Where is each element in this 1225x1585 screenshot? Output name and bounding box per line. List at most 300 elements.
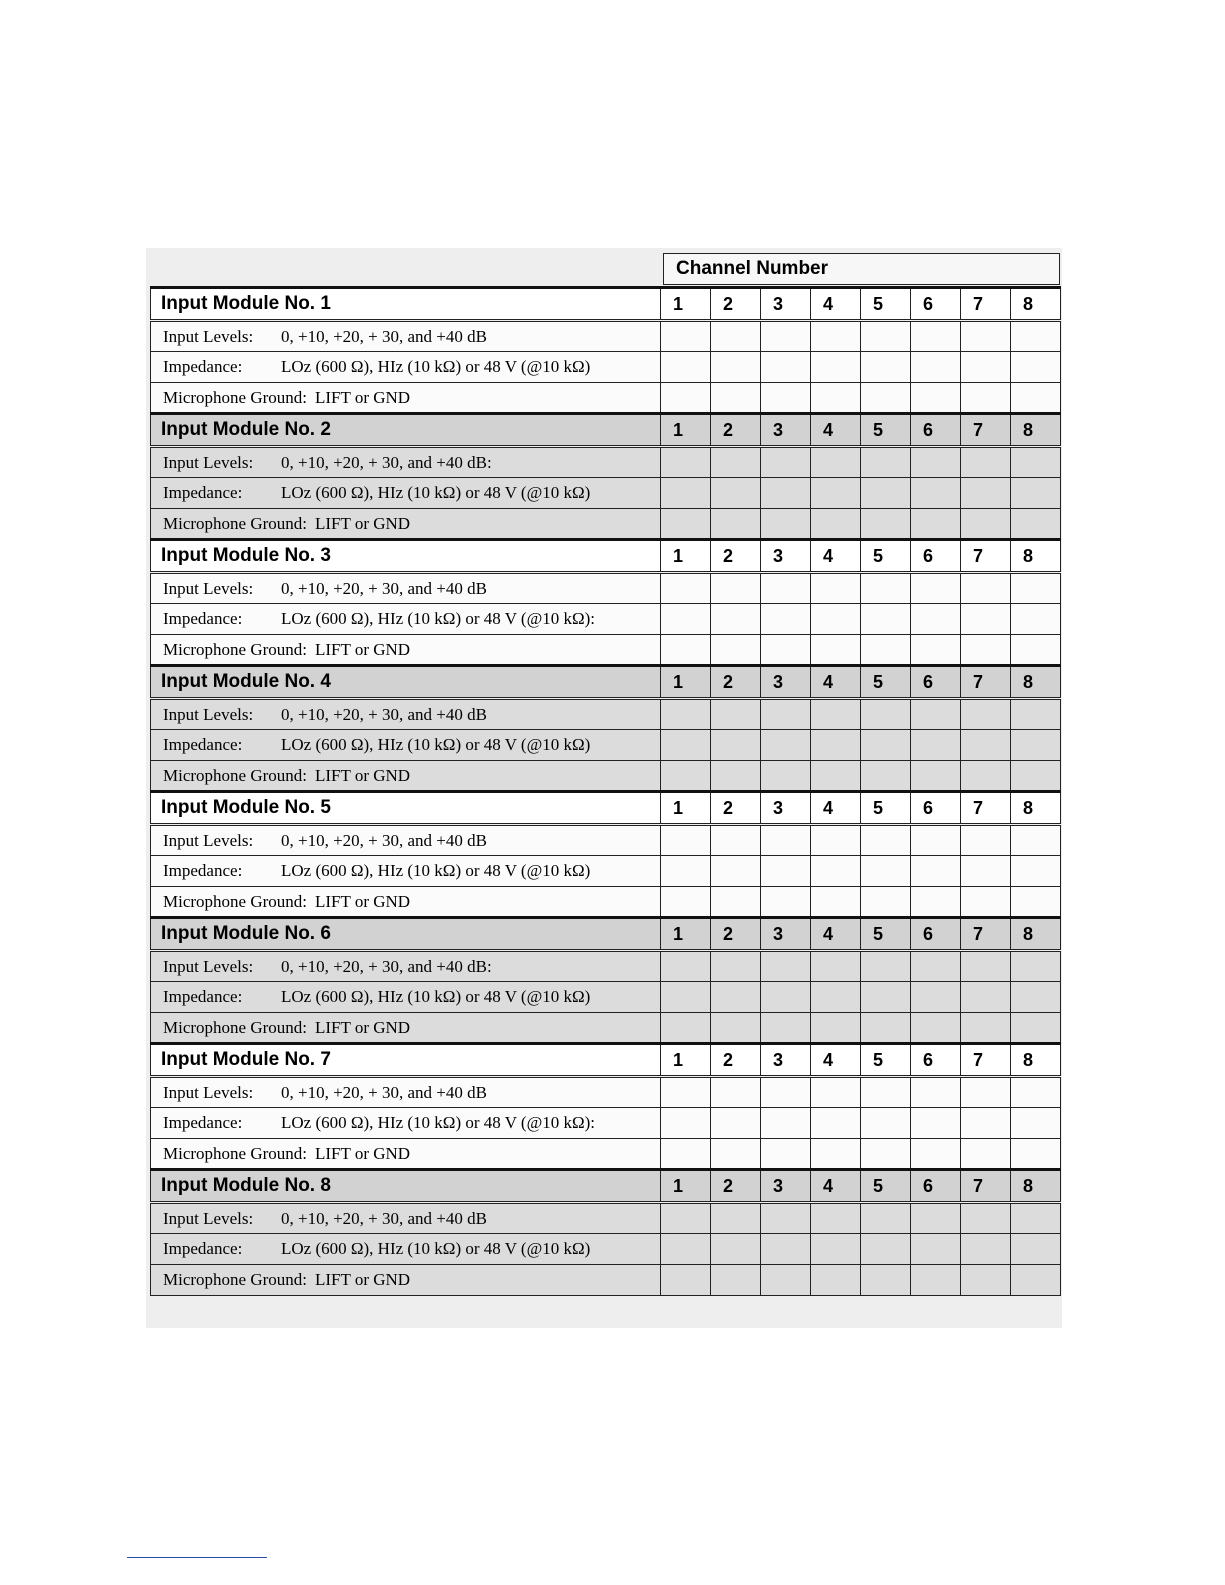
channel-entry-cell[interactable] — [911, 604, 961, 635]
channel-entry-cell[interactable] — [761, 1077, 811, 1108]
setting-description — [151, 573, 661, 604]
channel-entry-cell[interactable] — [711, 982, 761, 1013]
setting-options: 0, +10, +20, + 30, and +40 dB — [281, 1208, 487, 1228]
channel-entry-cell[interactable] — [911, 982, 961, 1013]
channel-entry-cell[interactable] — [711, 887, 761, 918]
channel-entry-cell[interactable] — [761, 1013, 811, 1044]
input-levels-row — [151, 699, 1061, 730]
channel-entry-cell[interactable] — [811, 321, 861, 352]
channel-number: 6 — [911, 1044, 961, 1077]
setting-description — [151, 951, 661, 982]
channel-entry-cell[interactable] — [711, 352, 761, 383]
channel-entry-cell[interactable] — [661, 856, 711, 887]
channel-number: 6 — [911, 288, 961, 321]
channel-entry-cell[interactable] — [861, 1077, 911, 1108]
setting-label: Impedance: — [163, 483, 243, 502]
channel-entry-cell[interactable] — [761, 887, 811, 918]
channel-entry-cell[interactable] — [861, 1108, 911, 1139]
setting-label: Impedance: — [163, 987, 243, 1006]
channel-number: 5 — [861, 1044, 911, 1077]
channel-entry-cell[interactable] — [761, 321, 811, 352]
channel-entry-cell[interactable] — [961, 604, 1011, 635]
channel-entry-cell[interactable] — [1011, 982, 1061, 1013]
channel-entry-cell[interactable] — [811, 699, 861, 730]
channel-entry-cell[interactable] — [811, 447, 861, 478]
channel-number: 8 — [1011, 540, 1061, 573]
setting-options: 0, +10, +20, + 30, and +40 dB: — [281, 452, 492, 472]
channel-entry-cell[interactable] — [911, 1203, 961, 1234]
channel-entry-cell[interactable] — [811, 730, 861, 761]
microphone-ground-row — [151, 635, 1061, 666]
setting-description — [151, 1234, 661, 1265]
setting-options: LOz (600 Ω), HIz (10 kΩ) or 48 V (@10 kΩ): — [281, 609, 596, 628]
input-module-3 — [151, 540, 1061, 666]
setting-options: LIFT or GND — [315, 513, 411, 533]
channel-number: 8 — [1011, 666, 1061, 699]
channel-entry-cell[interactable] — [661, 1077, 711, 1108]
channel-entry-cell[interactable] — [661, 447, 711, 478]
channel-entry-cell[interactable] — [861, 447, 911, 478]
channel-number: 1 — [661, 1044, 711, 1077]
channel-entry-cell[interactable] — [661, 573, 711, 604]
channel-entry-cell[interactable] — [661, 383, 711, 414]
channel-entry-cell[interactable] — [811, 982, 861, 1013]
channel-entry-cell[interactable] — [661, 478, 711, 509]
channel-entry-cell[interactable] — [811, 1108, 861, 1139]
channel-entry-cell[interactable] — [911, 1013, 961, 1044]
channel-entry-cell[interactable] — [961, 1108, 1011, 1139]
channel-entry-cell[interactable] — [761, 1234, 811, 1265]
channel-number: 4 — [811, 918, 861, 951]
setting-label: Microphone Ground: — [163, 1270, 308, 1289]
channel-entry-cell[interactable] — [761, 1108, 811, 1139]
channel-entry-cell[interactable] — [761, 573, 811, 604]
channel-entry-cell[interactable] — [861, 887, 911, 918]
setting-description — [151, 604, 661, 635]
channel-entry-cell[interactable] — [661, 1203, 711, 1234]
setting-label: Microphone Ground: — [163, 765, 308, 785]
channel-entry-cell[interactable] — [661, 635, 711, 666]
setting-description — [151, 730, 661, 761]
channel-number: 8 — [1011, 918, 1061, 951]
channel-entry-cell[interactable] — [811, 887, 861, 918]
channel-entry-cell[interactable] — [1011, 635, 1061, 666]
channel-entry-cell[interactable] — [761, 982, 811, 1013]
channel-entry-cell[interactable] — [711, 825, 761, 856]
channel-entry-cell[interactable] — [961, 856, 1011, 887]
setting-options: LOz (600 Ω), HIz (10 kΩ) or 48 V (@10 kΩ) — [281, 987, 591, 1006]
channel-entry-cell[interactable] — [711, 730, 761, 761]
input-levels-row — [151, 447, 1061, 478]
channel-entry-cell[interactable] — [861, 604, 911, 635]
channel-number: 7 — [961, 540, 1011, 573]
channel-entry-cell[interactable] — [811, 1203, 861, 1234]
impedance-row — [151, 478, 1061, 509]
channel-entry-cell[interactable] — [711, 447, 761, 478]
channel-entry-cell[interactable] — [711, 635, 761, 666]
channel-entry-cell[interactable] — [961, 383, 1011, 414]
setting-options: LIFT or GND — [315, 639, 411, 659]
channel-entry-cell[interactable] — [811, 383, 861, 414]
channel-entry-cell[interactable] — [661, 509, 711, 540]
channel-entry-cell[interactable] — [961, 730, 1011, 761]
channel-entry-cell[interactable] — [811, 1139, 861, 1170]
channel-entry-cell[interactable] — [761, 635, 811, 666]
channel-entry-cell[interactable] — [811, 1234, 861, 1265]
channel-entry-cell[interactable] — [661, 730, 711, 761]
channel-entry-cell[interactable] — [661, 1013, 711, 1044]
impedance-row — [151, 1108, 1061, 1139]
channel-entry-cell[interactable] — [711, 1108, 761, 1139]
channel-entry-cell[interactable] — [811, 761, 861, 792]
setting-label: Input Levels: — [163, 1208, 254, 1228]
channel-entry-cell[interactable] — [811, 352, 861, 383]
channel-entry-cell[interactable] — [861, 321, 911, 352]
channel-entry-cell[interactable] — [711, 1234, 761, 1265]
channel-entry-cell[interactable] — [811, 951, 861, 982]
channel-entry-cell[interactable] — [911, 699, 961, 730]
channel-entry-cell[interactable] — [661, 825, 711, 856]
channel-entry-cell[interactable] — [961, 509, 1011, 540]
channel-entry-cell[interactable] — [1011, 1265, 1061, 1296]
channel-entry-cell[interactable] — [961, 825, 1011, 856]
module-title: Input Module No. 7 — [151, 1044, 661, 1077]
channel-entry-cell[interactable] — [761, 1139, 811, 1170]
setting-description — [151, 1265, 661, 1296]
channel-number: 4 — [811, 1044, 861, 1077]
channel-entry-cell[interactable] — [911, 951, 961, 982]
impedance-row — [151, 730, 1061, 761]
channel-entry-cell[interactable] — [661, 951, 711, 982]
channel-entry-cell[interactable] — [1011, 856, 1061, 887]
channel-number: 5 — [861, 1170, 911, 1203]
setting-label: Microphone Ground: — [163, 1017, 308, 1037]
channel-number: 8 — [1011, 288, 1061, 321]
channel-entry-cell[interactable] — [1011, 825, 1061, 856]
channel-entry-cell[interactable] — [861, 1234, 911, 1265]
channel-number: 5 — [861, 666, 911, 699]
channel-entry-cell[interactable] — [661, 604, 711, 635]
channel-entry-cell[interactable] — [661, 1234, 711, 1265]
channel-entry-cell[interactable] — [1011, 730, 1061, 761]
channel-entry-cell[interactable] — [661, 1108, 711, 1139]
input-module-table — [150, 286, 1061, 1296]
channel-entry-cell[interactable] — [811, 856, 861, 887]
channel-entry-cell[interactable] — [961, 1077, 1011, 1108]
channel-entry-cell[interactable] — [1011, 1139, 1061, 1170]
setting-options: 0, +10, +20, + 30, and +40 dB — [281, 578, 487, 598]
channel-entry-cell[interactable] — [1011, 887, 1061, 918]
setting-options: LOz (600 Ω), HIz (10 kΩ) or 48 V (@10 kΩ) — [281, 861, 591, 880]
channel-entry-cell[interactable] — [761, 761, 811, 792]
channel-entry-cell[interactable] — [861, 699, 911, 730]
channel-number: 4 — [811, 288, 861, 321]
module-header-row — [151, 540, 1061, 573]
microphone-ground-row — [151, 383, 1061, 414]
setting-label: Input Levels: — [163, 1082, 254, 1102]
setting-description — [151, 635, 661, 666]
module-title: Input Module No. 5 — [151, 792, 661, 825]
channel-entry-cell[interactable] — [761, 447, 811, 478]
channel-entry-cell[interactable] — [911, 730, 961, 761]
channel-entry-cell[interactable] — [911, 478, 961, 509]
setting-description — [151, 352, 661, 383]
channel-entry-cell[interactable] — [961, 321, 1011, 352]
channel-entry-cell[interactable] — [1011, 383, 1061, 414]
channel-entry-cell[interactable] — [911, 383, 961, 414]
module-title: Input Module No. 1 — [151, 288, 661, 321]
channel-entry-cell[interactable] — [661, 887, 711, 918]
channel-entry-cell[interactable] — [861, 1203, 911, 1234]
microphone-ground-row — [151, 887, 1061, 918]
channel-entry-cell[interactable] — [711, 1139, 761, 1170]
channel-entry-cell[interactable] — [911, 887, 961, 918]
channel-entry-cell[interactable] — [861, 982, 911, 1013]
channel-entry-cell[interactable] — [961, 1203, 1011, 1234]
channel-entry-cell[interactable] — [761, 383, 811, 414]
setting-description — [151, 699, 661, 730]
channel-entry-cell[interactable] — [811, 478, 861, 509]
channel-entry-cell[interactable] — [1011, 1108, 1061, 1139]
setting-options: 0, +10, +20, + 30, and +40 dB — [281, 1082, 487, 1102]
channel-number: 8 — [1011, 1170, 1061, 1203]
setting-options: 0, +10, +20, + 30, and +40 dB — [281, 326, 487, 346]
channel-entry-cell[interactable] — [911, 761, 961, 792]
channel-entry-cell[interactable] — [761, 699, 811, 730]
microphone-ground-row — [151, 1139, 1061, 1170]
channel-entry-cell[interactable] — [961, 1139, 1011, 1170]
setting-label: Input Levels: — [163, 452, 254, 472]
impedance-row — [151, 1234, 1061, 1265]
channel-entry-cell[interactable] — [911, 1108, 961, 1139]
channel-number: 2 — [711, 1170, 761, 1203]
channel-entry-cell[interactable] — [811, 604, 861, 635]
channel-entry-cell[interactable] — [1011, 1077, 1061, 1108]
input-levels-row — [151, 1203, 1061, 1234]
setting-label: Microphone Ground: — [163, 387, 308, 407]
setting-description — [151, 1077, 661, 1108]
channel-entry-cell[interactable] — [661, 982, 711, 1013]
channel-entry-cell[interactable] — [811, 635, 861, 666]
impedance-row — [151, 352, 1061, 383]
input-levels-row — [151, 951, 1061, 982]
setting-description — [151, 447, 661, 478]
channel-entry-cell[interactable] — [911, 1077, 961, 1108]
channel-entry-cell[interactable] — [961, 982, 1011, 1013]
channel-entry-cell[interactable] — [711, 1203, 761, 1234]
setting-options: LIFT or GND — [315, 1270, 411, 1289]
channel-entry-cell[interactable] — [811, 825, 861, 856]
channel-number: 7 — [961, 792, 1011, 825]
channel-entry-cell[interactable] — [861, 478, 911, 509]
channel-entry-cell[interactable] — [1011, 573, 1061, 604]
channel-number: 3 — [761, 1170, 811, 1203]
channel-entry-cell[interactable] — [1011, 478, 1061, 509]
channel-entry-cell[interactable] — [861, 825, 911, 856]
channel-entry-cell[interactable] — [911, 509, 961, 540]
channel-entry-cell[interactable] — [761, 478, 811, 509]
setting-label: Microphone Ground: — [163, 639, 308, 659]
channel-entry-cell[interactable] — [1011, 604, 1061, 635]
setting-options: LOz (600 Ω), HIz (10 kΩ) or 48 V (@10 kΩ) — [281, 735, 591, 754]
channel-entry-cell[interactable] — [711, 1013, 761, 1044]
channel-entry-cell[interactable] — [811, 1013, 861, 1044]
channel-entry-cell[interactable] — [711, 856, 761, 887]
setting-options: 0, +10, +20, + 30, and +40 dB — [281, 830, 487, 850]
channel-entry-cell[interactable] — [811, 1265, 861, 1296]
input-levels-row — [151, 825, 1061, 856]
channel-entry-cell[interactable] — [711, 383, 761, 414]
channel-entry-cell[interactable] — [711, 699, 761, 730]
setting-options: 0, +10, +20, + 30, and +40 dB: — [281, 956, 492, 976]
setting-description — [151, 825, 661, 856]
channel-entry-cell[interactable] — [761, 604, 811, 635]
channel-entry-cell[interactable] — [661, 321, 711, 352]
channel-entry-cell[interactable] — [861, 509, 911, 540]
setting-label: Microphone Ground: — [163, 1143, 308, 1163]
channel-entry-cell[interactable] — [961, 352, 1011, 383]
channel-entry-cell[interactable] — [961, 447, 1011, 478]
setting-label: Input Levels: — [163, 326, 254, 346]
input-module-8 — [151, 1170, 1061, 1296]
channel-entry-cell[interactable] — [661, 761, 711, 792]
channel-entry-cell[interactable] — [761, 1203, 811, 1234]
channel-entry-cell[interactable] — [1011, 352, 1061, 383]
channel-entry-cell[interactable] — [1011, 509, 1061, 540]
setting-options: LOz (600 Ω), HIz (10 kΩ) or 48 V (@10 kΩ) — [281, 483, 591, 502]
channel-entry-cell[interactable] — [961, 761, 1011, 792]
channel-entry-cell[interactable] — [711, 509, 761, 540]
impedance-row — [151, 604, 1061, 635]
setting-options: LIFT or GND — [315, 1143, 411, 1163]
channel-entry-cell[interactable] — [1011, 1203, 1061, 1234]
channel-entry-cell[interactable] — [861, 635, 911, 666]
channel-entry-cell[interactable] — [661, 1139, 711, 1170]
channel-entry-cell[interactable] — [1011, 761, 1061, 792]
channel-entry-cell[interactable] — [761, 352, 811, 383]
channel-entry-cell[interactable] — [1011, 951, 1061, 982]
channel-number: 2 — [711, 414, 761, 447]
channel-entry-cell[interactable] — [761, 509, 811, 540]
setting-description — [151, 509, 661, 540]
setting-description — [151, 1203, 661, 1234]
channel-entry-cell[interactable] — [1011, 1234, 1061, 1265]
channel-entry-cell[interactable] — [961, 887, 1011, 918]
channel-entry-cell[interactable] — [661, 699, 711, 730]
input-module-6 — [151, 918, 1061, 1044]
channel-entry-cell[interactable] — [811, 1077, 861, 1108]
channel-number: 6 — [911, 792, 961, 825]
channel-entry-cell[interactable] — [911, 1265, 961, 1296]
channel-entry-cell[interactable] — [961, 1013, 1011, 1044]
channel-entry-cell[interactable] — [1011, 1013, 1061, 1044]
channel-number-header: Channel Number — [663, 253, 1060, 285]
channel-number: 3 — [761, 414, 811, 447]
channel-entry-cell[interactable] — [811, 573, 861, 604]
channel-entry-cell[interactable] — [911, 1234, 961, 1265]
channel-entry-cell[interactable] — [961, 699, 1011, 730]
channel-entry-cell[interactable] — [711, 604, 761, 635]
setting-label: Microphone Ground: — [163, 513, 308, 533]
channel-entry-cell[interactable] — [911, 352, 961, 383]
channel-entry-cell[interactable] — [861, 573, 911, 604]
channel-entry-cell[interactable] — [911, 825, 961, 856]
channel-entry-cell[interactable] — [761, 1265, 811, 1296]
setting-description — [151, 761, 661, 792]
channel-entry-cell[interactable] — [1011, 321, 1061, 352]
channel-entry-cell[interactable] — [961, 1265, 1011, 1296]
input-module-1 — [151, 288, 1061, 414]
channel-number: 1 — [661, 918, 711, 951]
channel-number: 4 — [811, 1170, 861, 1203]
channel-entry-cell[interactable] — [661, 1265, 711, 1296]
channel-entry-cell[interactable] — [711, 951, 761, 982]
channel-entry-cell[interactable] — [861, 730, 911, 761]
channel-entry-cell[interactable] — [661, 352, 711, 383]
channel-entry-cell[interactable] — [861, 856, 911, 887]
setting-label: Impedance: — [163, 735, 243, 754]
setting-description — [151, 321, 661, 352]
channel-entry-cell[interactable] — [711, 1265, 761, 1296]
channel-number: 2 — [711, 540, 761, 573]
channel-number: 2 — [711, 1044, 761, 1077]
channel-entry-cell[interactable] — [711, 321, 761, 352]
channel-entry-cell[interactable] — [711, 761, 761, 792]
channel-entry-cell[interactable] — [911, 635, 961, 666]
channel-entry-cell[interactable] — [711, 1077, 761, 1108]
microphone-ground-row — [151, 761, 1061, 792]
setting-label: Impedance: — [163, 1113, 243, 1132]
channel-entry-cell[interactable] — [961, 478, 1011, 509]
setting-options: LOz (600 Ω), HIz (10 kΩ) or 48 V (@10 kΩ) — [281, 1239, 591, 1258]
channel-entry-cell[interactable] — [861, 1013, 911, 1044]
channel-entry-cell[interactable] — [861, 383, 911, 414]
setting-label: Input Levels: — [163, 704, 254, 724]
channel-entry-cell[interactable] — [911, 447, 961, 478]
input-module-4 — [151, 666, 1061, 792]
channel-entry-cell[interactable] — [911, 1139, 961, 1170]
channel-entry-cell[interactable] — [961, 951, 1011, 982]
channel-entry-cell[interactable] — [1011, 699, 1061, 730]
channel-entry-cell[interactable] — [861, 352, 911, 383]
module-title: Input Module No. 3 — [151, 540, 661, 573]
setting-label: Input Levels: — [163, 578, 254, 598]
channel-entry-cell[interactable] — [911, 856, 961, 887]
channel-entry-cell[interactable] — [961, 635, 1011, 666]
channel-entry-cell[interactable] — [761, 856, 811, 887]
channel-entry-cell[interactable] — [961, 1234, 1011, 1265]
channel-entry-cell[interactable] — [911, 573, 961, 604]
microphone-ground-row — [151, 1013, 1061, 1044]
channel-entry-cell[interactable] — [861, 761, 911, 792]
module-title: Input Module No. 4 — [151, 666, 661, 699]
channel-entry-cell[interactable] — [961, 573, 1011, 604]
channel-entry-cell[interactable] — [1011, 447, 1061, 478]
channel-entry-cell[interactable] — [861, 1139, 911, 1170]
channel-number: 6 — [911, 540, 961, 573]
channel-entry-cell[interactable] — [811, 509, 861, 540]
channel-entry-cell[interactable] — [861, 951, 911, 982]
channel-entry-cell[interactable] — [911, 321, 961, 352]
channel-entry-cell[interactable] — [861, 1265, 911, 1296]
channel-entry-cell[interactable] — [711, 478, 761, 509]
channel-entry-cell[interactable] — [761, 825, 811, 856]
channel-number: 3 — [761, 792, 811, 825]
channel-entry-cell[interactable] — [761, 951, 811, 982]
channel-entry-cell[interactable] — [761, 730, 811, 761]
channel-entry-cell[interactable] — [711, 573, 761, 604]
setting-description — [151, 887, 661, 918]
